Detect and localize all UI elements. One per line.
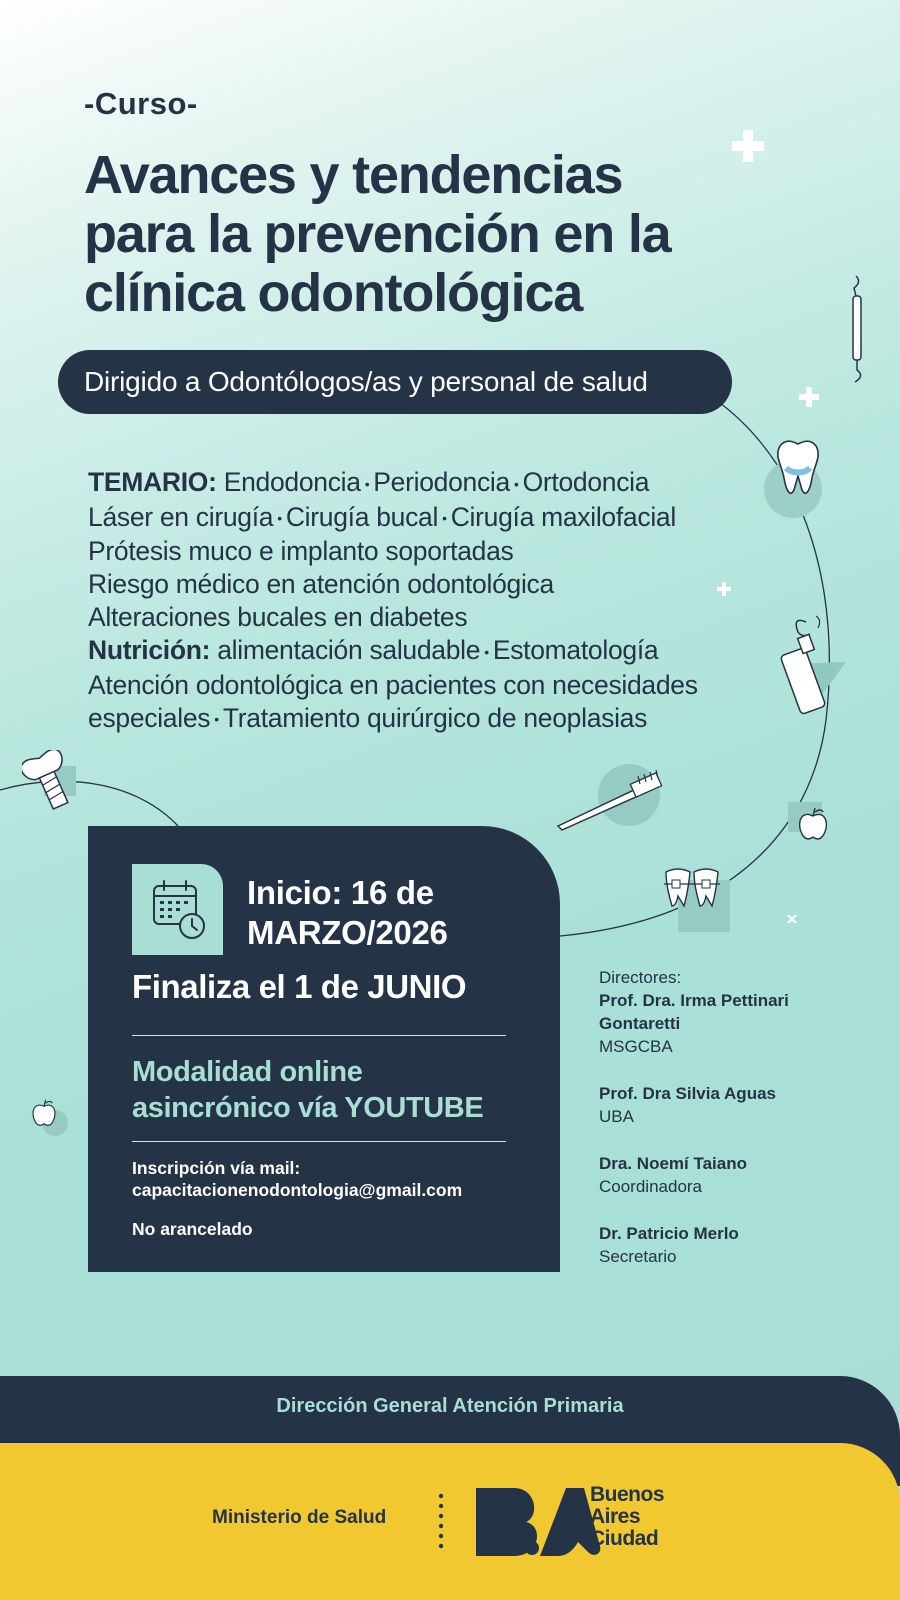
toothbrush-icon <box>554 770 666 832</box>
title-line: para la prevención en la <box>84 204 671 264</box>
bullet-separator: • <box>214 711 219 727</box>
directors-label: Directores: <box>599 968 682 987</box>
director-entry <box>599 989 839 1058</box>
director-name: Dr. Patricio Merlo <box>599 1224 739 1243</box>
bullet-separator: • <box>484 643 489 660</box>
apple-icon <box>796 806 830 842</box>
directors-list <box>599 966 839 1292</box>
topic-item: Estomatología <box>492 635 659 665</box>
plus-icon <box>787 914 797 924</box>
director-role: Coordinadora <box>599 1177 703 1196</box>
dental-scaler-icon <box>846 274 870 384</box>
toothpaste-icon <box>776 612 856 720</box>
topics-heading: TEMARIO: <box>88 467 217 497</box>
topics-line <box>88 634 788 669</box>
fee-note: No arancelado <box>132 1219 253 1239</box>
buenos-aires-logo <box>474 1483 694 1558</box>
title-line: Avances y tendencias <box>84 145 623 205</box>
topic-item: Ortodoncia <box>522 467 650 497</box>
topic-item: alimentación saludable <box>217 635 481 665</box>
bullet-separator: • <box>513 475 519 492</box>
directorate-name: Dirección General Atención Primaria <box>276 1395 624 1417</box>
dental-braces-icon <box>662 866 722 910</box>
apple-icon <box>30 1098 58 1128</box>
plus-icon <box>798 386 820 408</box>
topic-item: especiales <box>88 702 211 733</box>
page-title <box>84 146 784 323</box>
ba-logo-mark <box>474 1486 602 1558</box>
title-line: clínica odontológica <box>84 263 583 323</box>
modality-line: Modalidad online <box>132 1056 363 1088</box>
topics-line <box>88 702 788 737</box>
director-role: MSGCBA <box>599 1037 673 1056</box>
topics-line <box>88 501 788 536</box>
dental-implant-icon <box>22 750 78 814</box>
footer-bar <box>0 1443 900 1600</box>
topic-item: Atención odontológica en pacientes con necesidades <box>88 669 698 700</box>
director-entry <box>599 1152 839 1198</box>
bullet-separator: • <box>442 510 447 526</box>
toothbrush-icon-backdrop <box>598 764 660 826</box>
topic-item: Cirugía maxilofacial <box>450 501 676 532</box>
calendar-clock-icon <box>132 864 223 955</box>
director-entry <box>599 1222 839 1268</box>
dental-implant-icon-backdrop <box>44 766 76 796</box>
apple-icon-backdrop <box>42 1110 68 1136</box>
topics-line <box>88 466 788 501</box>
end-date: Finaliza el 1 de JUNIO <box>132 968 467 1005</box>
calendar-box <box>132 864 223 955</box>
bullet-separator: • <box>364 475 370 492</box>
apple-icon-backdrop <box>788 802 822 832</box>
registration-email[interactable]: capacitacionenodontologia@gmail.com <box>132 1180 463 1200</box>
topic-item: Cirugía bucal <box>285 501 439 532</box>
topic-item: Endodoncia <box>223 467 361 497</box>
director-name: Prof. Dra Silvia Aguas <box>599 1084 776 1103</box>
director-entry <box>599 1082 839 1128</box>
topic-item: Prótesis muco e implanto soportadas <box>88 536 514 566</box>
registration-label: Inscripción vía mail: <box>132 1158 301 1178</box>
registration-info <box>132 1157 462 1201</box>
nutrition-heading: Nutrición: <box>88 635 211 665</box>
logo-text: Ciudad <box>590 1527 659 1550</box>
director-role: UBA <box>599 1107 634 1126</box>
audience-banner: Dirigido a Odontólogos/as y personal de salud <box>58 350 732 414</box>
topic-item: Tratamiento quirúrgico de neoplasias <box>222 702 648 733</box>
director-name: Dra. Noemí Taiano <box>599 1154 747 1173</box>
modality <box>132 1054 483 1126</box>
modality-line: asincrónico vía YOUTUBE <box>132 1092 484 1124</box>
course-kicker: -Curso- <box>84 86 198 121</box>
topic-item: Alteraciones bucales en diabetes <box>88 602 468 632</box>
start-date <box>247 873 448 953</box>
topics-list <box>88 466 788 736</box>
start-date-line: MARZO/2026 <box>247 914 448 951</box>
dental-braces-icon-backdrop <box>678 880 730 932</box>
dotted-separator <box>438 1493 444 1549</box>
divider <box>132 1035 506 1036</box>
director-name: Gontaretti <box>599 1014 681 1033</box>
start-date-line: Inicio: 16 de <box>247 874 434 911</box>
logo-text: Buenos <box>590 1483 665 1506</box>
topic-item: Periodoncia <box>373 467 510 497</box>
ministry-name: Ministerio de Salud <box>212 1507 387 1528</box>
topic-item: Riesgo médico en atención odontológica <box>88 569 554 599</box>
logo-text: Aires <box>590 1505 641 1528</box>
director-role: Secretario <box>599 1247 677 1266</box>
director-name: Prof. Dra. Irma Pettinari <box>599 991 789 1010</box>
bullet-separator: • <box>277 510 282 526</box>
divider <box>132 1141 506 1142</box>
topic-item: Láser en cirugía <box>88 501 274 532</box>
